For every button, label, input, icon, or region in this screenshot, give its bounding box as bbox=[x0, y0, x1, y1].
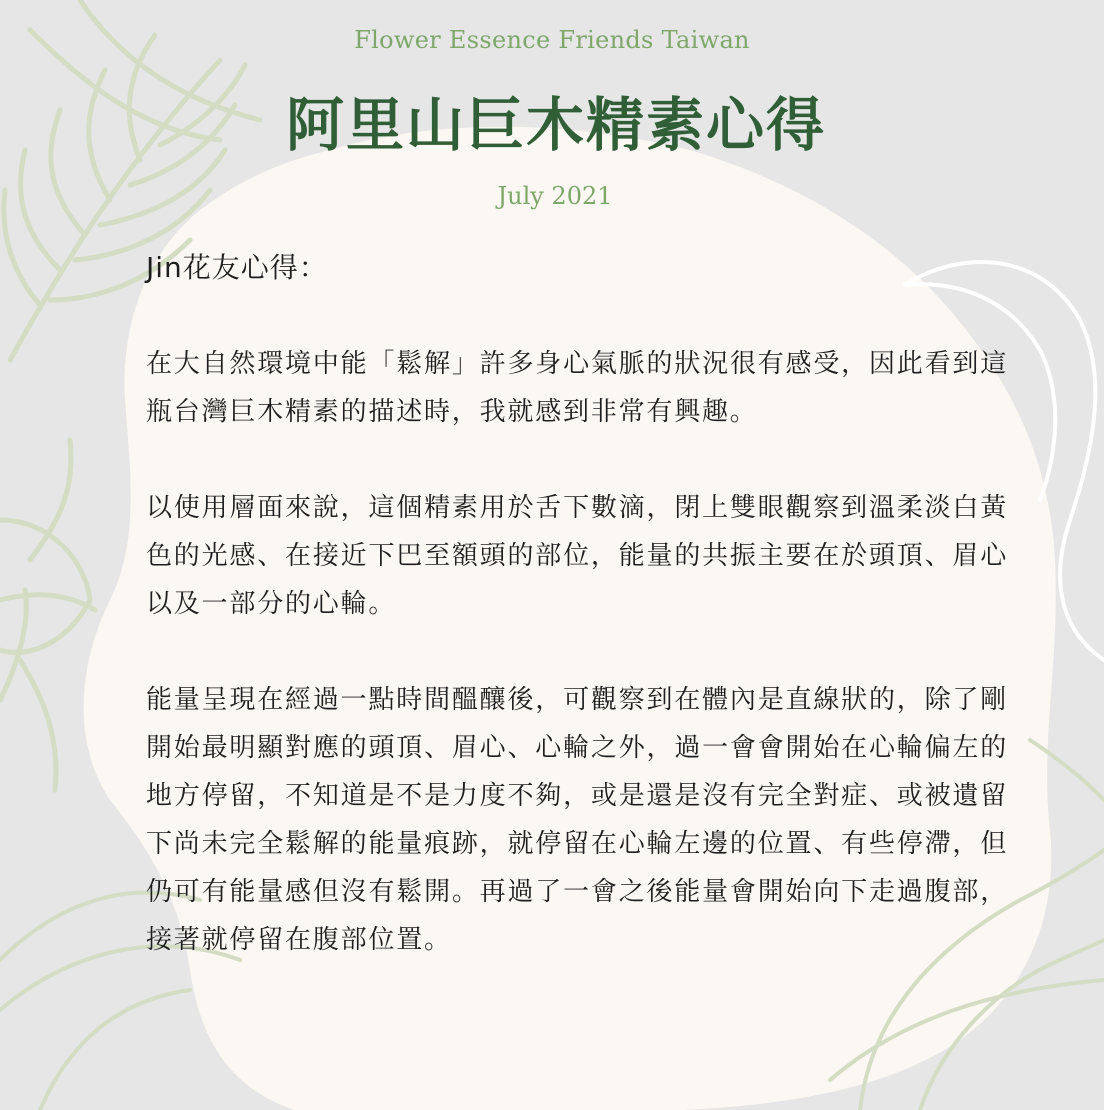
publish-date: July 2021 bbox=[497, 182, 613, 210]
leaf-outline-icon bbox=[0, 440, 95, 790]
brand-name: Flower Essence Friends Taiwan bbox=[354, 26, 750, 54]
page-title: 阿里山巨木精素心得 bbox=[285, 91, 826, 159]
article-paragraph-1: 在大自然環境中能「鬆解」許多身心氣脈的狀況很有感受，因此看到這瓶台灣巨木精素的描述時，我就感到非常有興趣。 bbox=[146, 349, 1008, 427]
article-body bbox=[146, 248, 1008, 1012]
article-paragraph-3: 能量呈現在經過一點時間醞釀後，可觀察到在體內是直線狀的，除了剛開始最明顯對應的頭頂、眉心、心輪之外，過一會會開始在心輪偏左的地方停留，不知道是不是力度不夠，或是還是沒有完全對症、或被遺留下尚未完全鬆解的能量痕跡，就停留在心輪左邊的位置、有些停滯，但仍可有能量感但沒有鬆開。再過了一會之後能量會開始向下走過腹部，接著就停留在腹部位置。 bbox=[146, 685, 1008, 955]
article-greeting: Jin花友心得： bbox=[146, 251, 328, 284]
article-paragraph-2: 以使用層面來說，這個精素用於舌下數滴，閉上雙眼觀察到溫柔淡白黃色的光感、在接近下巴至額頭的部位，能量的共振主要在於頭頂、眉心以及一部分的心輪。 bbox=[146, 493, 1008, 619]
